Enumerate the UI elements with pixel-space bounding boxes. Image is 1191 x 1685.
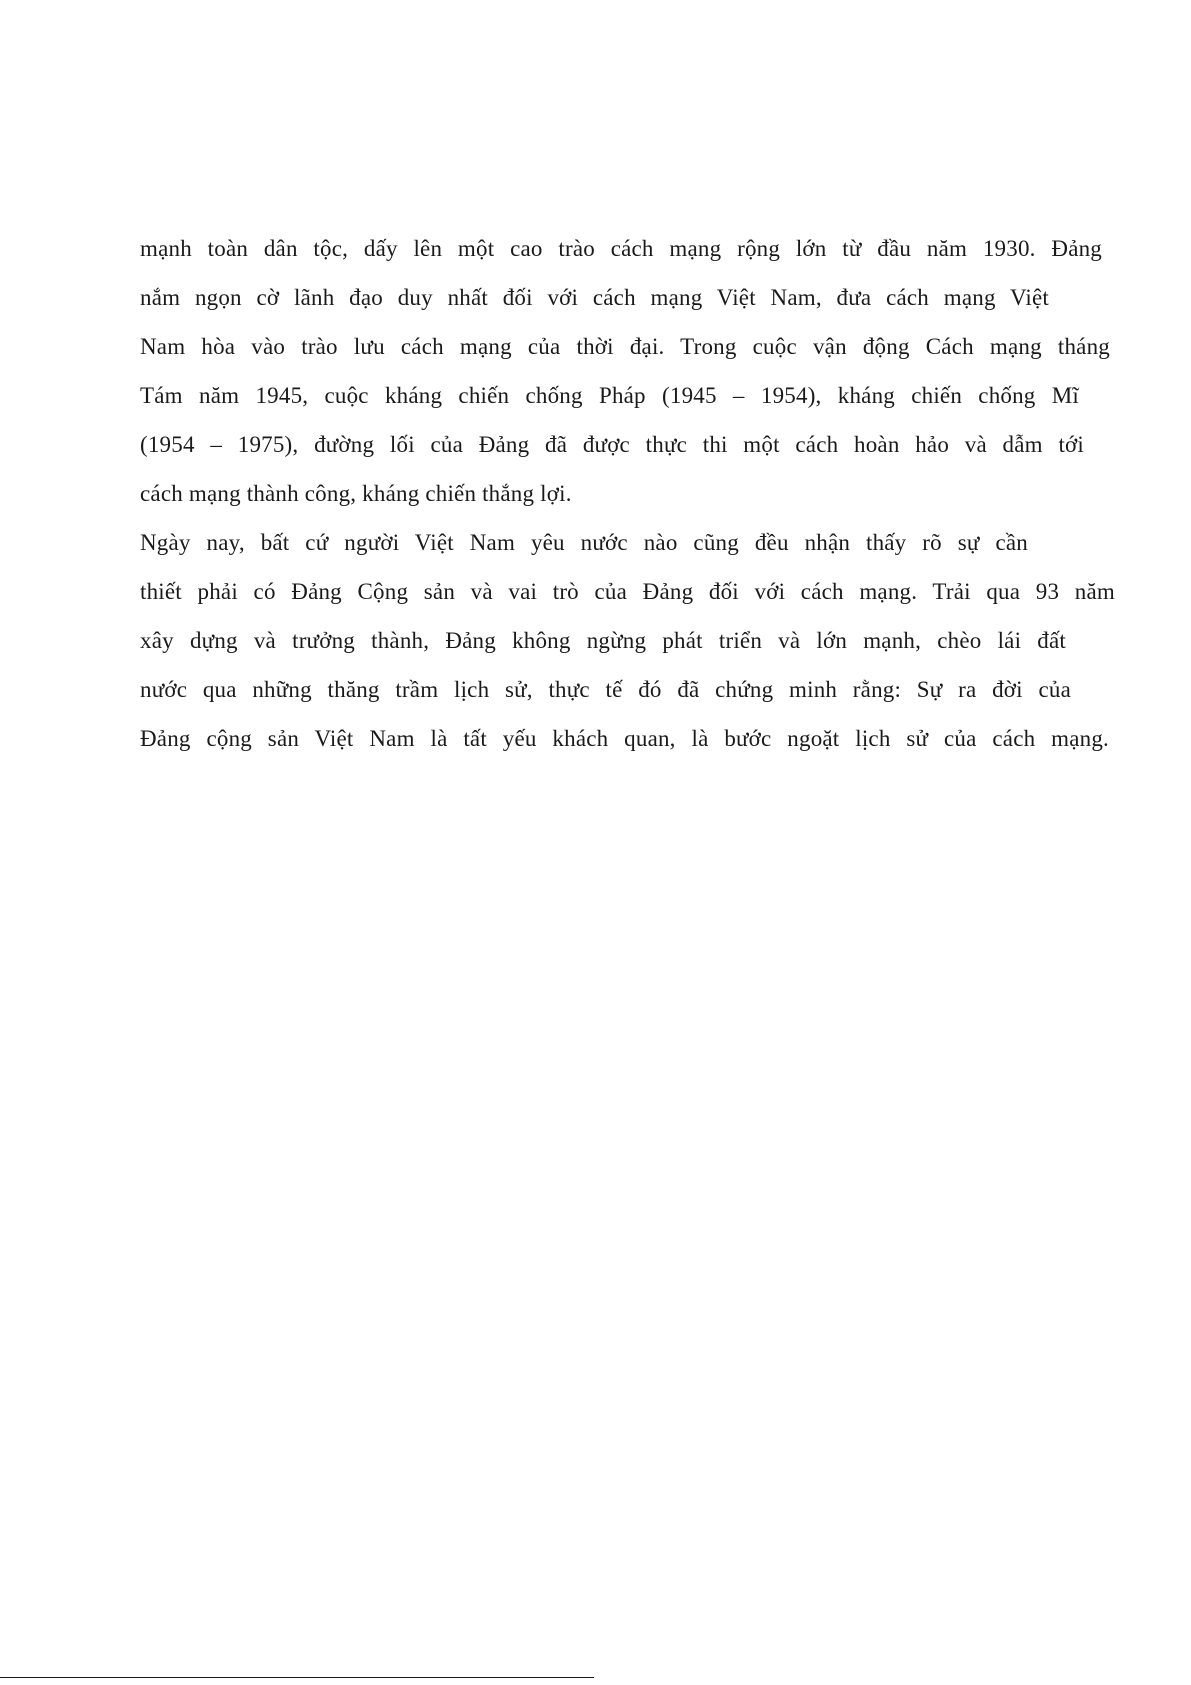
text-line: xây dựng và trưởng thành, Đảng không ngừng phát triển và lớn mạnh, chèo lái đất: [140, 628, 1066, 653]
paragraph-1: [140, 224, 1115, 518]
paragraph-2: [140, 518, 1115, 763]
text-line: thiết phải có Đảng Cộng sản và vai trò của Đảng đối với cách mạng. Trải qua 93 năm: [140, 579, 1115, 604]
text-line: Ngày nay, bất cứ người Việt Nam yêu nước nào cũng đều nhận thấy rõ sự cần: [140, 530, 1028, 555]
text-line: (1954 – 1975), đường lối của Đảng đã được thực thi một cách hoàn hảo và dẫm tới: [140, 432, 1084, 457]
text-line: Tám năm 1945, cuộc kháng chiến chống Pháp (1945 – 1954), kháng chiến chống Mĩ: [140, 383, 1079, 408]
footnote-separator: [0, 1677, 594, 1678]
text-line: nước qua những thăng trầm lịch sử, thực tế đó đã chứng minh rằng: Sự ra đời của: [140, 677, 1071, 702]
text-line: Nam hòa vào trào lưu cách mạng của thời đại. Trong cuộc vận động Cách mạng tháng: [140, 334, 1110, 359]
text-line: Đảng cộng sản Việt Nam là tất yếu khách quan, là bước ngoặt lịch sử của cách mạng.: [140, 726, 1109, 751]
document-body: [140, 224, 1115, 763]
text-line: cách mạng thành công, kháng chiến thắng lợi.: [140, 481, 572, 506]
text-line: mạnh toàn dân tộc, dấy lên một cao trào cách mạng rộng lớn từ đầu năm 1930. Đảng: [140, 236, 1102, 261]
text-line: nắm ngọn cờ lãnh đạo duy nhất đối với cách mạng Việt Nam, đưa cách mạng Việt: [140, 285, 1049, 310]
